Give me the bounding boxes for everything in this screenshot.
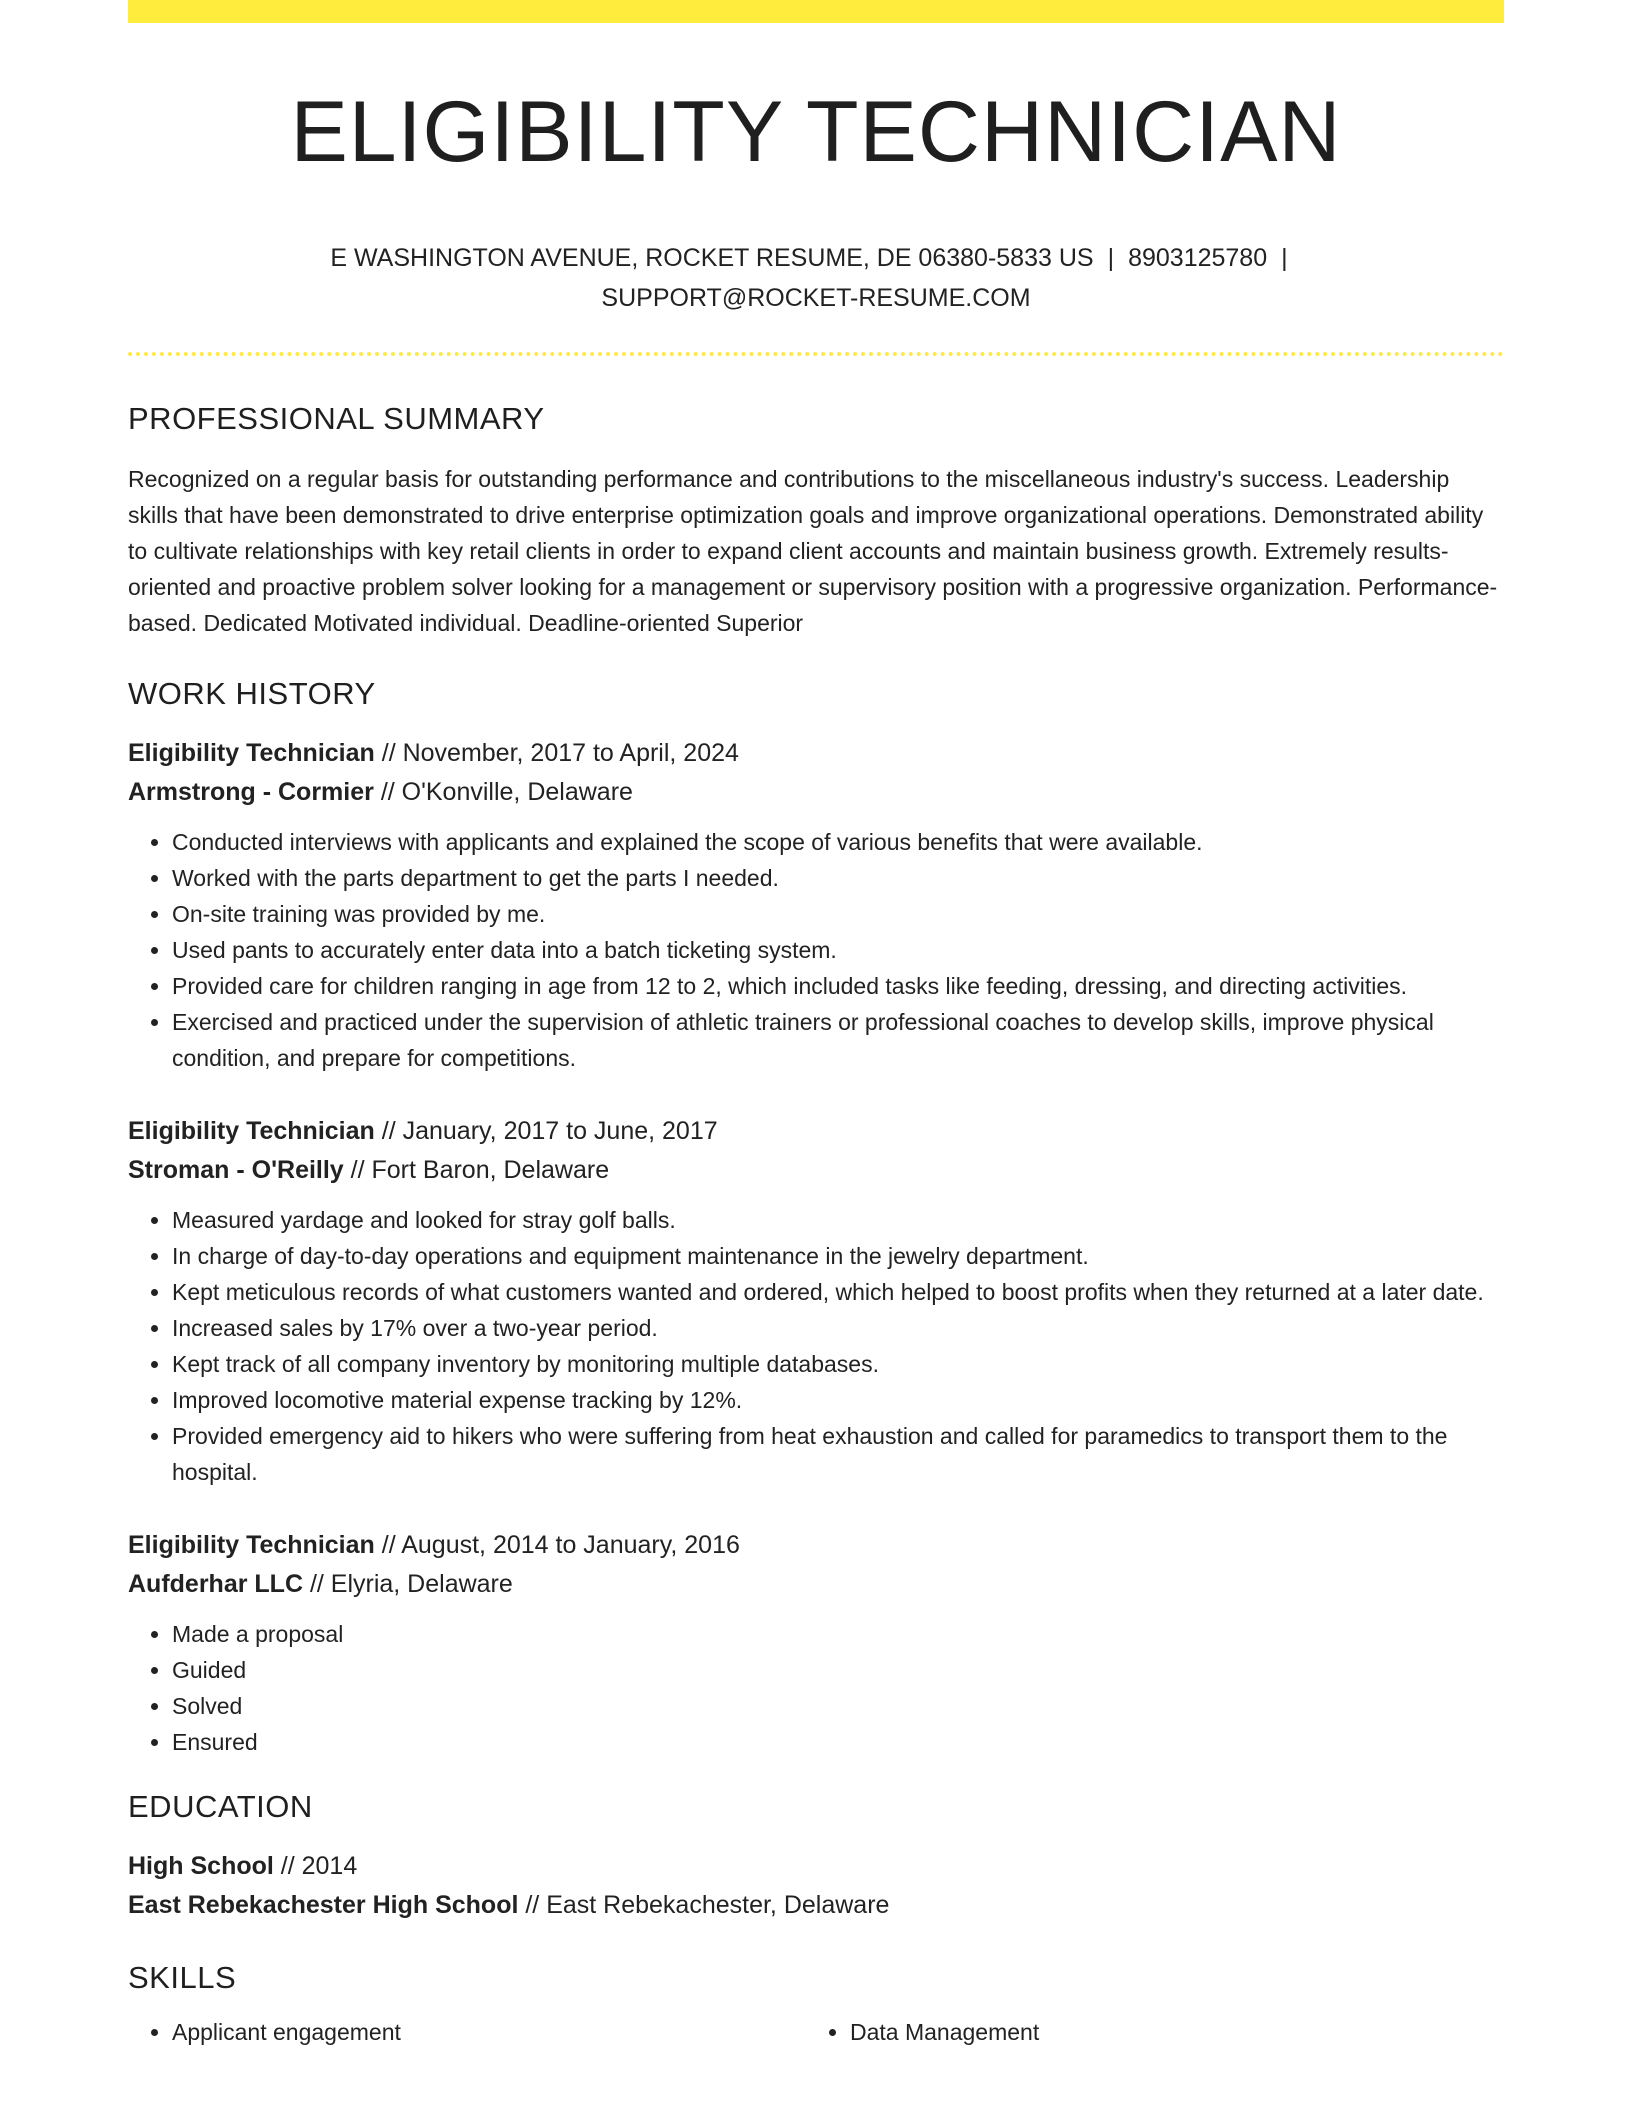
education-entry bbox=[128, 1847, 1504, 1925]
job-location: // Elyria, Delaware bbox=[303, 1569, 513, 1598]
resume-name: ELIGIBILITY TECHNICIAN bbox=[290, 84, 1342, 180]
list-item: • Guided bbox=[172, 1652, 1504, 1688]
education-school-line bbox=[128, 1886, 1504, 1925]
job-entry bbox=[128, 734, 1504, 1076]
resume-page bbox=[128, 0, 1504, 2050]
job-company-line bbox=[128, 1565, 1504, 1604]
list-item: • Measured yardage and looked for stray golf balls. bbox=[172, 1202, 1504, 1238]
contact-separator: | bbox=[1107, 243, 1115, 272]
job-location: // Fort Baron, Delaware bbox=[343, 1155, 610, 1184]
work-history-heading: WORK HISTORY bbox=[128, 675, 376, 711]
summary-heading: PROFESSIONAL SUMMARY bbox=[128, 400, 545, 436]
job-company: Aufderhar LLC bbox=[128, 1569, 303, 1598]
education-heading: EDUCATION bbox=[128, 1788, 313, 1824]
list-item: • Used pants to accurately enter data into a batch ticketing system. bbox=[172, 932, 1504, 968]
job-title-line bbox=[128, 734, 1504, 773]
job-position: Eligibility Technician bbox=[128, 1530, 375, 1559]
education-degree-line bbox=[128, 1847, 1504, 1886]
list-item: • Data Management bbox=[850, 2014, 1484, 2050]
top-accent-bar bbox=[128, 0, 1504, 23]
job-bullets bbox=[128, 1202, 1504, 1490]
list-item: • Improved locomotive material expense tracking by 12%. bbox=[172, 1382, 1504, 1418]
contact-email: SUPPORT@ROCKET-RESUME.COM bbox=[601, 283, 1031, 312]
education-degree: High School bbox=[128, 1852, 274, 1881]
list-item: • Ensured bbox=[172, 1724, 1504, 1760]
job-dates: // August, 2014 to January, 2016 bbox=[374, 1530, 740, 1559]
list-item: • Exercised and practiced under the supervision of athletic trainers or professional coaches to develop skills, improve physical condition, and prepare for competitions. bbox=[172, 1004, 1504, 1076]
list-item: • In charge of day-to-day operations and equipment maintenance in the jewelry department. bbox=[172, 1238, 1504, 1274]
education-school: East Rebekachester High School bbox=[128, 1891, 519, 1920]
list-item: • Kept track of all company inventory by monitoring multiple databases. bbox=[172, 1346, 1504, 1382]
job-company: Stroman - O'Reilly bbox=[128, 1155, 344, 1184]
skills-column-left bbox=[128, 2014, 806, 2050]
list-item: • Conducted interviews with applicants and explained the scope of various benefits that were available. bbox=[172, 824, 1504, 860]
list-item: • Solved bbox=[172, 1688, 1504, 1724]
contact-address: E WASHINGTON AVENUE, ROCKET RESUME, DE 06380-5833 US bbox=[330, 243, 1094, 272]
job-company: Armstrong - Cormier bbox=[128, 777, 374, 806]
education-location: // East Rebekachester, Delaware bbox=[518, 1891, 890, 1920]
skills-column-right bbox=[806, 2014, 1484, 2050]
education-year: // 2014 bbox=[273, 1852, 358, 1881]
list-item: • On-site training was provided by me. bbox=[172, 896, 1504, 932]
list-item: • Provided emergency aid to hikers who were suffering from heat exhaustion and called for paramedics to transport them to the hospital. bbox=[172, 1418, 1504, 1490]
contact-separator: | bbox=[1281, 243, 1288, 272]
job-title-line bbox=[128, 1112, 1504, 1151]
job-bullets bbox=[128, 1616, 1504, 1760]
contact-info bbox=[128, 238, 1504, 318]
job-bullets bbox=[128, 824, 1504, 1076]
contact-phone: 8903125780 bbox=[1128, 243, 1268, 272]
job-entry bbox=[128, 1526, 1504, 1760]
list-item: • Worked with the parts department to get the parts I needed. bbox=[172, 860, 1504, 896]
list-item: • Increased sales by 17% over a two-year period. bbox=[172, 1310, 1504, 1346]
list-item: • Kept meticulous records of what customers wanted and ordered, which helped to boost profits when they returned at a later date. bbox=[172, 1274, 1504, 1310]
job-position: Eligibility Technician bbox=[128, 738, 375, 767]
job-dates: // January, 2017 to June, 2017 bbox=[374, 1116, 718, 1145]
header-divider bbox=[128, 352, 1504, 356]
job-entry bbox=[128, 1112, 1504, 1490]
list-item: • Made a proposal bbox=[172, 1616, 1504, 1652]
job-location: // O'Konville, Delaware bbox=[373, 777, 633, 806]
job-title-line bbox=[128, 1526, 1504, 1565]
job-position: Eligibility Technician bbox=[128, 1116, 375, 1145]
job-dates: // November, 2017 to April, 2024 bbox=[374, 738, 739, 767]
skills-heading: SKILLS bbox=[128, 1960, 237, 1996]
list-item: • Provided care for children ranging in age from 12 to 2, which included tasks like feeding, dressing, and directing activities. bbox=[172, 968, 1504, 1004]
list-item: • Applicant engagement bbox=[172, 2014, 806, 2050]
summary-text: Recognized on a regular basis for outstanding performance and contributions to the miscellaneous industry's success. Leadership skills that have been demonstrated to drive enterprise optimization goals and improve organizational operations. Demonstrated ability to cultivate relationships with key retail clients in order to expand client accounts and maintain business growth. Extremely results-oriented and proactive problem solver looking for a management or supervisory position with a progressive organization. Performance-based. Dedicated Motivated individual. Deadline-oriented Superior bbox=[128, 465, 1498, 636]
skills-list bbox=[128, 2014, 1504, 2050]
job-company-line bbox=[128, 1151, 1504, 1190]
job-company-line bbox=[128, 773, 1504, 812]
